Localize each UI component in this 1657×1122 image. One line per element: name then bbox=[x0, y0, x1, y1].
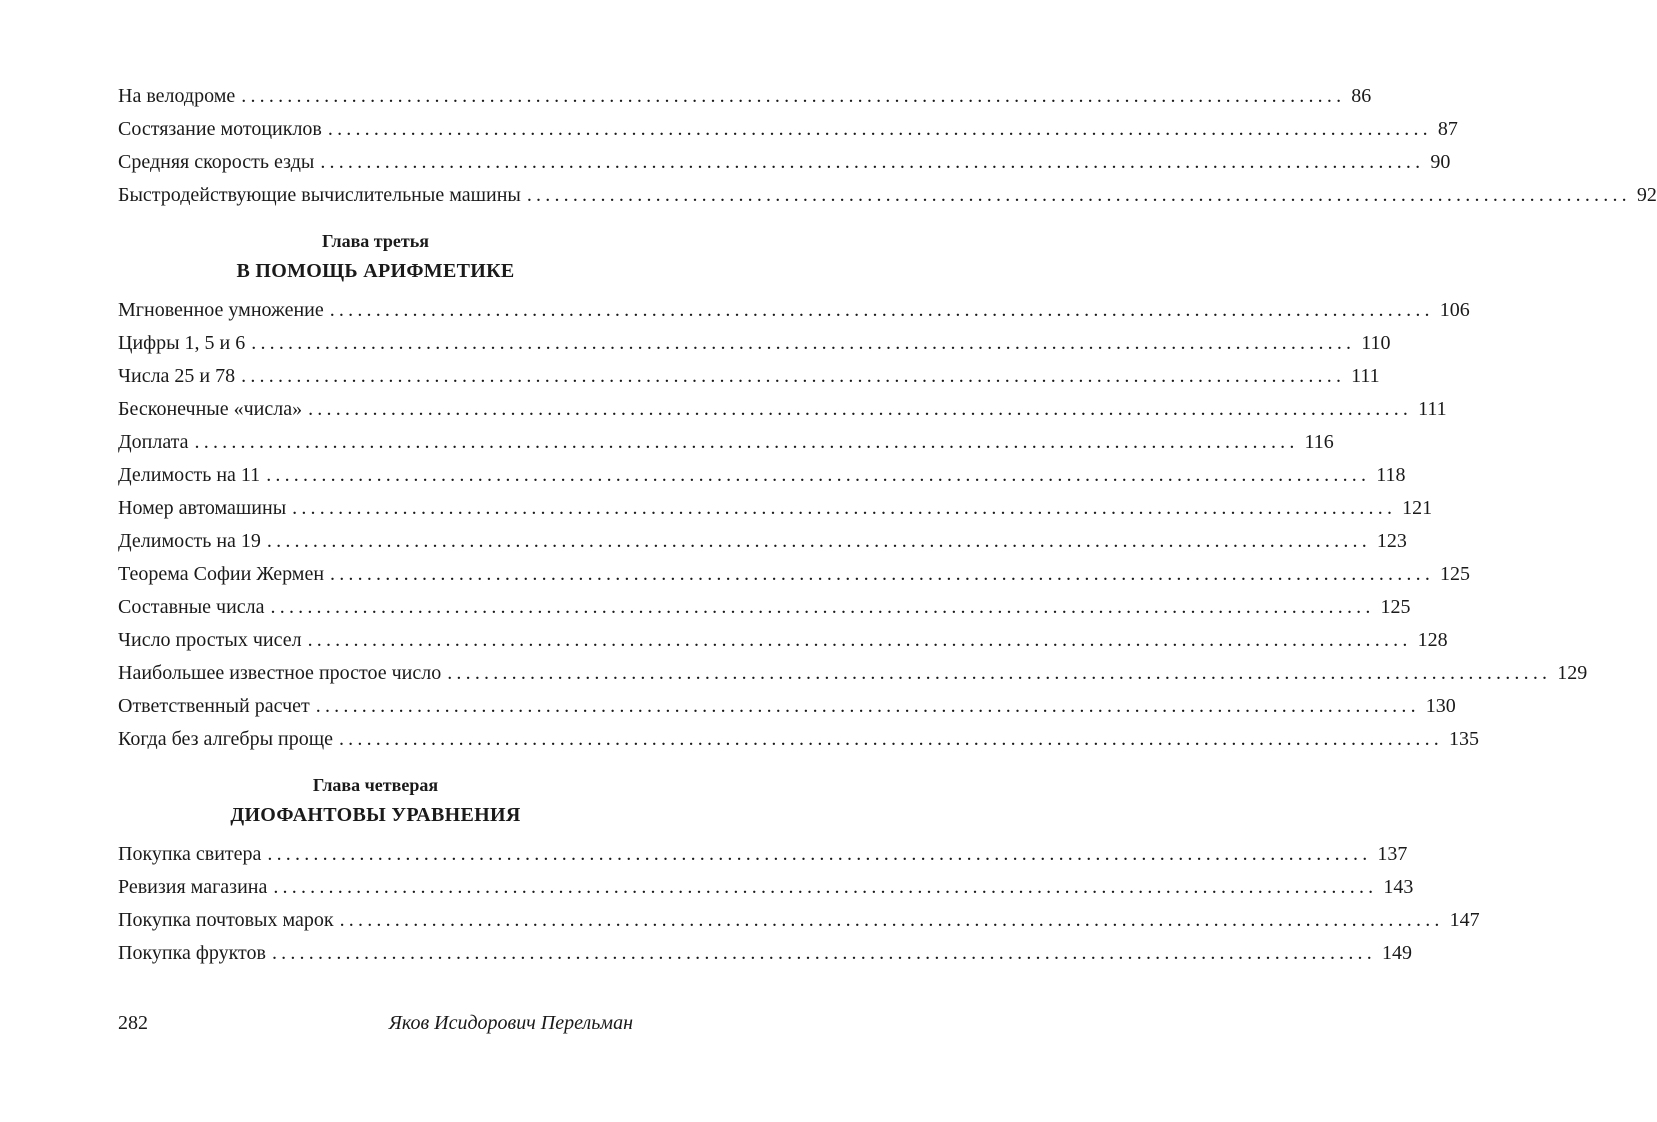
chapter-label: Глава четверая bbox=[312, 775, 439, 795]
toc-entry-page: 116 bbox=[1304, 431, 1334, 453]
toc-entry-title: Номер автомашины bbox=[118, 497, 287, 519]
dot-leader: ........................................................................................................................ bbox=[251, 332, 1356, 354]
dot-leader: ........................................................................................................................ bbox=[330, 563, 1435, 585]
toc-entry bbox=[118, 558, 1471, 591]
toc-entry bbox=[118, 624, 1448, 657]
toc-entry-title: Делимость на 11 bbox=[118, 464, 261, 486]
toc-entry-page: 87 bbox=[1437, 118, 1458, 140]
toc-entry bbox=[118, 360, 1380, 393]
dot-leader: ........................................................................................................................ bbox=[267, 843, 1372, 865]
toc-entry bbox=[118, 179, 1657, 212]
toc-entry-title: Числа 25 и 78 bbox=[118, 365, 236, 387]
toc-entry bbox=[118, 657, 1588, 690]
dot-leader: ........................................................................................................................ bbox=[194, 431, 1299, 453]
toc-entry bbox=[118, 393, 1447, 426]
chapter-heading bbox=[118, 770, 633, 830]
dot-leader: ........................................................................................................................ bbox=[526, 184, 1631, 206]
toc-entry-page: 86 bbox=[1351, 85, 1372, 107]
toc-entry-page: 121 bbox=[1402, 497, 1433, 519]
page-footer bbox=[118, 1012, 633, 1035]
toc-entry-page: 135 bbox=[1448, 728, 1479, 750]
toc-entry bbox=[118, 146, 1451, 179]
toc-entry-title: Цифры 1, 5 и 6 bbox=[118, 332, 246, 354]
dot-leader: ........................................................................................................................ bbox=[315, 695, 1420, 717]
toc-entry-title: Составные числа bbox=[118, 596, 265, 618]
dot-leader: ........................................................................................................................ bbox=[266, 464, 1371, 486]
toc-entry bbox=[118, 937, 1412, 970]
toc-entry-page: 90 bbox=[1430, 151, 1451, 173]
chapter-title: В ПОМОЩЬ АРИФМЕТИКЕ bbox=[236, 260, 515, 282]
dot-leader: ........................................................................................................................ bbox=[273, 876, 1378, 898]
toc-entry bbox=[118, 525, 1407, 558]
toc-entry-page: 111 bbox=[1351, 365, 1380, 387]
toc-entry bbox=[118, 426, 1334, 459]
toc-entry-page: 123 bbox=[1376, 530, 1407, 552]
toc-entry-page: 92 bbox=[1636, 184, 1657, 206]
toc-entry-title: Когда без алгебры проще bbox=[118, 728, 333, 750]
toc-entry-page: 118 bbox=[1376, 464, 1406, 486]
chapter-title: ДИОФАНТОВЫ УРАВНЕНИЯ bbox=[230, 804, 521, 826]
toc-entry-title: Делимость на 19 bbox=[118, 530, 261, 552]
dot-leader: ........................................................................................................................ bbox=[292, 497, 1397, 519]
dot-leader: ........................................................................................................................ bbox=[327, 118, 1432, 140]
dot-leader: ........................................................................................................................ bbox=[308, 398, 1413, 420]
toc-entry-page: 111 bbox=[1418, 398, 1447, 420]
toc-entry-title: Покупка почтовых марок bbox=[118, 909, 334, 931]
dot-leader: ........................................................................................................................ bbox=[241, 365, 1346, 387]
dot-leader: ........................................................................................................................ bbox=[447, 662, 1552, 684]
toc-entry-page: 137 bbox=[1377, 843, 1408, 865]
toc-entry-page: 130 bbox=[1425, 695, 1456, 717]
toc-section-chapter-4 bbox=[118, 770, 1480, 970]
toc-entry-title: Мгновенное умножение bbox=[118, 299, 324, 321]
toc-entry-page: 143 bbox=[1383, 876, 1414, 898]
toc-entry-page: 110 bbox=[1361, 332, 1391, 354]
toc-entry-title: На велодроме bbox=[118, 85, 236, 107]
toc-entry-title: Быстродействующие вычислительные машины bbox=[118, 184, 521, 206]
toc-entry-title: Число простых чисел bbox=[118, 629, 302, 651]
toc-entry-page: 125 bbox=[1440, 563, 1471, 585]
toc-entry bbox=[118, 871, 1414, 904]
toc-entry-title: Средняя скорость езды bbox=[118, 151, 315, 173]
dot-leader: ........................................................................................................................ bbox=[307, 629, 1412, 651]
dot-leader: ........................................................................................................................ bbox=[270, 596, 1375, 618]
toc-entry-page: 147 bbox=[1449, 909, 1480, 931]
dot-leader: ........................................................................................................................ bbox=[266, 530, 1371, 552]
page-number: 282 bbox=[118, 1012, 148, 1034]
toc-entry-title: Покупка фруктов bbox=[118, 942, 266, 964]
toc-entry-page: 125 bbox=[1380, 596, 1411, 618]
toc-entry bbox=[118, 690, 1456, 723]
toc-entry bbox=[118, 838, 1408, 871]
toc-entry bbox=[118, 294, 1470, 327]
dot-leader: ........................................................................................................................ bbox=[320, 151, 1425, 173]
toc-entry bbox=[118, 492, 1433, 525]
toc-entry-title: Покупка свитера bbox=[118, 843, 262, 865]
toc-section-chapter-3 bbox=[118, 226, 1588, 756]
toc-entry-title: Ответственный расчет bbox=[118, 695, 310, 717]
toc-entry bbox=[118, 113, 1458, 146]
toc-entry bbox=[118, 591, 1411, 624]
dot-leader: ........................................................................................................................ bbox=[241, 85, 1346, 107]
toc-entry-title: Ревизия магазина bbox=[118, 876, 268, 898]
dot-leader: ........................................................................................................................ bbox=[339, 909, 1444, 931]
toc-entry-title: Наибольшее известное простое число bbox=[118, 662, 442, 684]
chapter-heading bbox=[118, 226, 633, 286]
toc-entry-page: 106 bbox=[1439, 299, 1470, 321]
toc-entry-page: 129 bbox=[1557, 662, 1588, 684]
toc-entry-title: Состязание мотоциклов bbox=[118, 118, 322, 140]
toc-entry bbox=[118, 80, 1372, 113]
toc-entry-title: Бесконечные «числа» bbox=[118, 398, 303, 420]
table-of-contents bbox=[118, 80, 1657, 970]
toc-entry-page: 128 bbox=[1417, 629, 1448, 651]
toc-entry-title: Доплата bbox=[118, 431, 189, 453]
toc-entry bbox=[118, 327, 1391, 360]
chapter-label: Глава третья bbox=[322, 231, 429, 251]
toc-entry bbox=[118, 904, 1480, 937]
toc-entry-title: Теорема Софии Жермен bbox=[118, 563, 325, 585]
toc-entry bbox=[118, 723, 1479, 756]
dot-leader: ........................................................................................................................ bbox=[271, 942, 1376, 964]
dot-leader: ........................................................................................................................ bbox=[338, 728, 1443, 750]
running-author: Яков Исидорович Перельман bbox=[388, 1012, 633, 1034]
toc-entry bbox=[118, 459, 1406, 492]
toc-section-continued bbox=[118, 80, 1657, 212]
dot-leader: ........................................................................................................................ bbox=[329, 299, 1434, 321]
toc-entry-page: 149 bbox=[1381, 942, 1412, 964]
